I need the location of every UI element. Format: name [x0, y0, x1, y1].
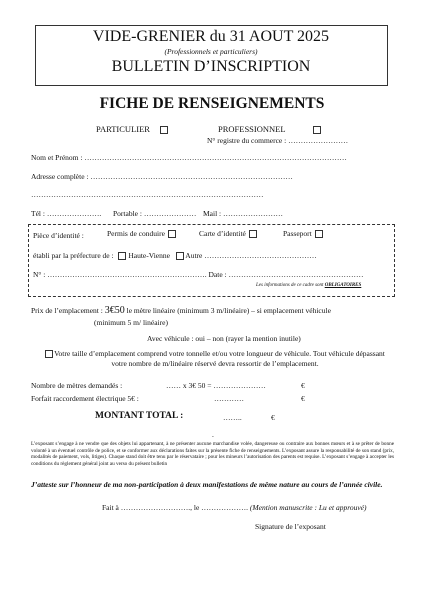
bulletin-title: BULLETIN D’INSCRIPTION — [111, 58, 311, 75]
adresse-field-line2[interactable]: ………………………………………………………………………………… — [31, 190, 264, 199]
prix-minimum: (minimum 5 m/ linéaire) — [94, 318, 168, 327]
passeport-checkbox[interactable] — [315, 230, 323, 238]
notice-text: Votre taille d’emplacement comprend votre tonnelle et/ou votre longueur de véhicule. Tout véhicule dépassant votre nombre de m/linéaire réservé devra ressortir de l’emplacement. — [54, 349, 385, 368]
metres-calc[interactable]: …… x 3€ 50 = ………………… — [166, 381, 266, 390]
vehicule-choice[interactable]: Avec véhicule : oui – non (rayer la mention inutile) — [147, 334, 301, 343]
metres-euro: € — [301, 381, 305, 390]
adresse-field[interactable]: Adresse complète : ……………………………………………………………………… — [31, 172, 293, 181]
particulier-option[interactable] — [96, 124, 168, 134]
particulier-label: PARTICULIER — [96, 124, 150, 134]
mandatory-note-text: Les informations de ce cadre sont — [256, 283, 324, 288]
piece-identite-label: Pièce d’identité : — [33, 231, 84, 240]
total-label: MONTANT TOTAL : — [95, 411, 184, 421]
autre-field[interactable]: Autre ……………………………………… — [185, 251, 317, 260]
event-title: VIDE-GRENIER du 31 AOUT 2025 — [92, 28, 330, 45]
prix-line — [31, 305, 331, 316]
stray-dot: . — [212, 430, 214, 439]
event-subtitle: (Professionnels et particuliers) — [164, 47, 258, 56]
professionnel-checkbox[interactable] — [313, 126, 321, 134]
total-value[interactable]: …….. — [223, 413, 242, 422]
mention-manuscrite: (Mention manuscrite : Lu et approuvé) — [249, 503, 367, 512]
metres-label: Nombre de mètres demandés : — [31, 381, 123, 390]
notice-paragraph — [40, 349, 390, 369]
carte-label: Carte d’identité — [199, 229, 246, 238]
professionnel-option[interactable] — [218, 124, 321, 134]
mandatory-note — [256, 283, 361, 288]
carte-option[interactable] — [199, 229, 257, 238]
numero-date-field[interactable]: N° : ………………………………………………………. Date : ……………………………………………… — [33, 270, 364, 279]
autre-checkbox[interactable] — [176, 252, 184, 260]
prix-value: 3€50 — [104, 305, 125, 316]
notice-checkbox[interactable] — [45, 350, 53, 358]
prix-detail: le mètre linéaire (minimum 3 m/linéaire) – si emplacement véhicule — [126, 306, 331, 315]
signature-label: Signature de l’exposant — [255, 522, 326, 531]
forfait-value[interactable]: ………… — [214, 394, 244, 403]
permis-option[interactable] — [107, 229, 176, 238]
mandatory-note-bold: OBLIGATOIRES — [324, 283, 362, 288]
attestation: J’atteste sur l’honneur de ma non-participation à deux manifestations de même nature au cours de l’année civile. — [31, 480, 383, 489]
permis-checkbox[interactable] — [168, 230, 176, 238]
haute-vienne-checkbox[interactable] — [118, 252, 126, 260]
permis-label: Permis de conduire — [107, 229, 165, 238]
haute-vienne-label: Haute-Vienne — [128, 251, 170, 260]
tel-field[interactable]: Tél : …………………. — [31, 209, 102, 218]
registre-commerce[interactable]: N° registre du commerce : …………………… — [207, 136, 349, 145]
fiche-title: FICHE DE RENSEIGNEMENTS — [99, 95, 325, 112]
prix-label: Prix de l’emplacement : — [31, 306, 103, 315]
forfait-euro: € — [301, 394, 305, 403]
particulier-checkbox[interactable] — [160, 126, 168, 134]
fait-line[interactable] — [102, 503, 367, 512]
passeport-option[interactable] — [283, 229, 323, 238]
prefecture-row — [33, 251, 317, 260]
prefecture-label: établi par la préfecture de : — [33, 251, 114, 260]
fait-field[interactable]: Fait à ………………………., le ………………. — [102, 503, 249, 512]
mail-field[interactable]: Mail : …………………… — [203, 209, 283, 218]
carte-checkbox[interactable] — [249, 230, 257, 238]
passeport-label: Passeport — [283, 229, 312, 238]
professionnel-label: PROFESSIONNEL — [218, 124, 286, 134]
legal-paragraph: L’exposant s’engage à ne vendre que des objets lui appartenant, à ne présenter aucune marchandise volée, dangereuse ou contraire aux bonnes mœurs et à se prêter de bonne volonté à un éventuel contrôle de police, et se conformer aux déclarations faites sur la présente fiche de renseignements. L’exposant assure la responsabilité de son stand (prix, modalités de paiement, vols, litiges). Chaque stand doit être tenu par le réservataire ; pour les mineurs l’autorisation des parents est requise. L’exposant s’engage à accepter les conditions du règlement général joint au verso du présent bulletin — [31, 441, 394, 467]
total-euro: € — [271, 413, 275, 422]
portable-field[interactable]: Portable : ………………… — [113, 209, 197, 218]
nom-prenom-field[interactable]: Nom et Prénom : …………………………………………………………………………………………… — [31, 153, 347, 162]
forfait-label: Forfait raccordement électrique 5€ : — [31, 394, 139, 403]
